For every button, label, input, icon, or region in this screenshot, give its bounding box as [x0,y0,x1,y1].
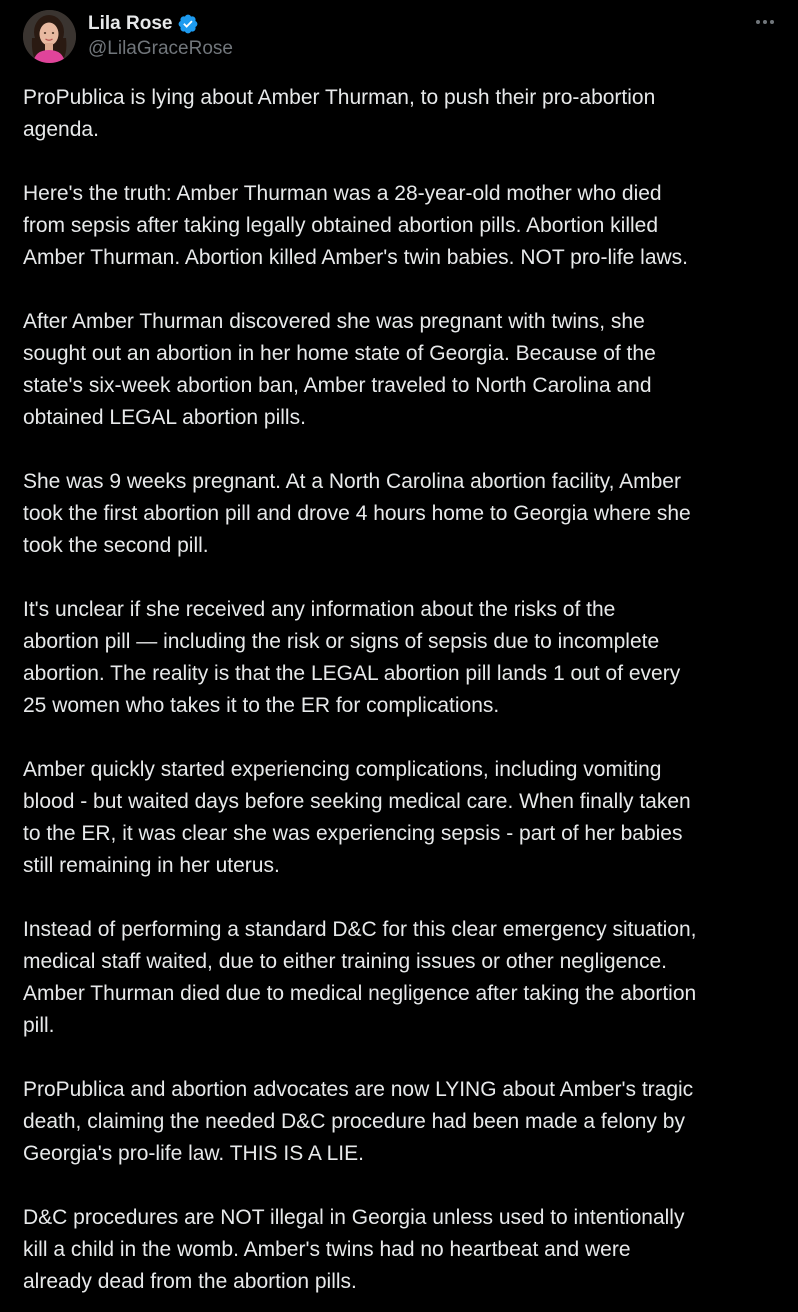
post-text [23,82,783,1298]
post-paragraph: ProPublica and abortion advocates are now LYING about Amber's tragic death, claiming the needed D&C procedure had been made a felony by Georgia's pro-life law. THIS IS A LIE. [23,1078,694,1165]
more-horizontal-icon [770,20,774,24]
author-name-row[interactable] [88,11,199,37]
more-horizontal-icon [756,20,760,24]
post-paragraph: It's unclear if she received any information about the risks of the abortion pill — including the risk or signs of sepsis due to incomplete abortion. The reality is that the LEGAL abortion pill lands 1 out of every 25 women who takes it to the ER for complications. [23,598,681,717]
post-paragraph: Here's the truth: Amber Thurman was a 28-year-old mother who died from sepsis after taking legally obtained abortion pills. Abortion killed Amber Thurman. Abortion killed Amber's twin babies. NOT pro-life laws. [23,182,689,269]
post-paragraph: After Amber Thurman discovered she was pregnant with twins, she sought out an abortion in her home state of Georgia. Because of the state's six-week abortion ban, Amber traveled to North Carolina and obtained LEGAL abortion pills. [23,310,656,429]
post-paragraph: Amber quickly started experiencing complications, including vomiting blood - but waited days before seeking medical care. When finally taken to the ER, it was clear she was experiencing sepsis - part of her babies still remaining in her uterus. [23,758,691,877]
author-display-name[interactable]: Lila Rose [88,13,173,34]
more-options-button[interactable] [748,8,782,36]
avatar-photo-icon [23,10,76,63]
post-paragraph: ProPublica is lying about Amber Thurman, to push their pro-abortion agenda. [23,86,656,141]
post-paragraph: She was 9 weeks pregnant. At a North Carolina abortion facility, Amber took the first abortion pill and drove 4 hours home to Georgia where she took the second pill. [23,470,691,557]
author-handle[interactable]: @LilaGraceRose [88,38,233,59]
avatar[interactable] [23,10,76,63]
verified-badge-icon [177,13,199,35]
more-horizontal-icon [763,20,767,24]
post-paragraph: D&C procedures are NOT illegal in Georgia unless used to intentionally kill a child in the womb. Amber's twins had no heartbeat and were already dead from the abortion pills. [23,1206,685,1293]
post-paragraph: Instead of performing a standard D&C for this clear emergency situation, medical staff waited, due to either training issues or other negligence. Amber Thurman died due to medical negligence after taking the abortion pill. [23,918,697,1037]
